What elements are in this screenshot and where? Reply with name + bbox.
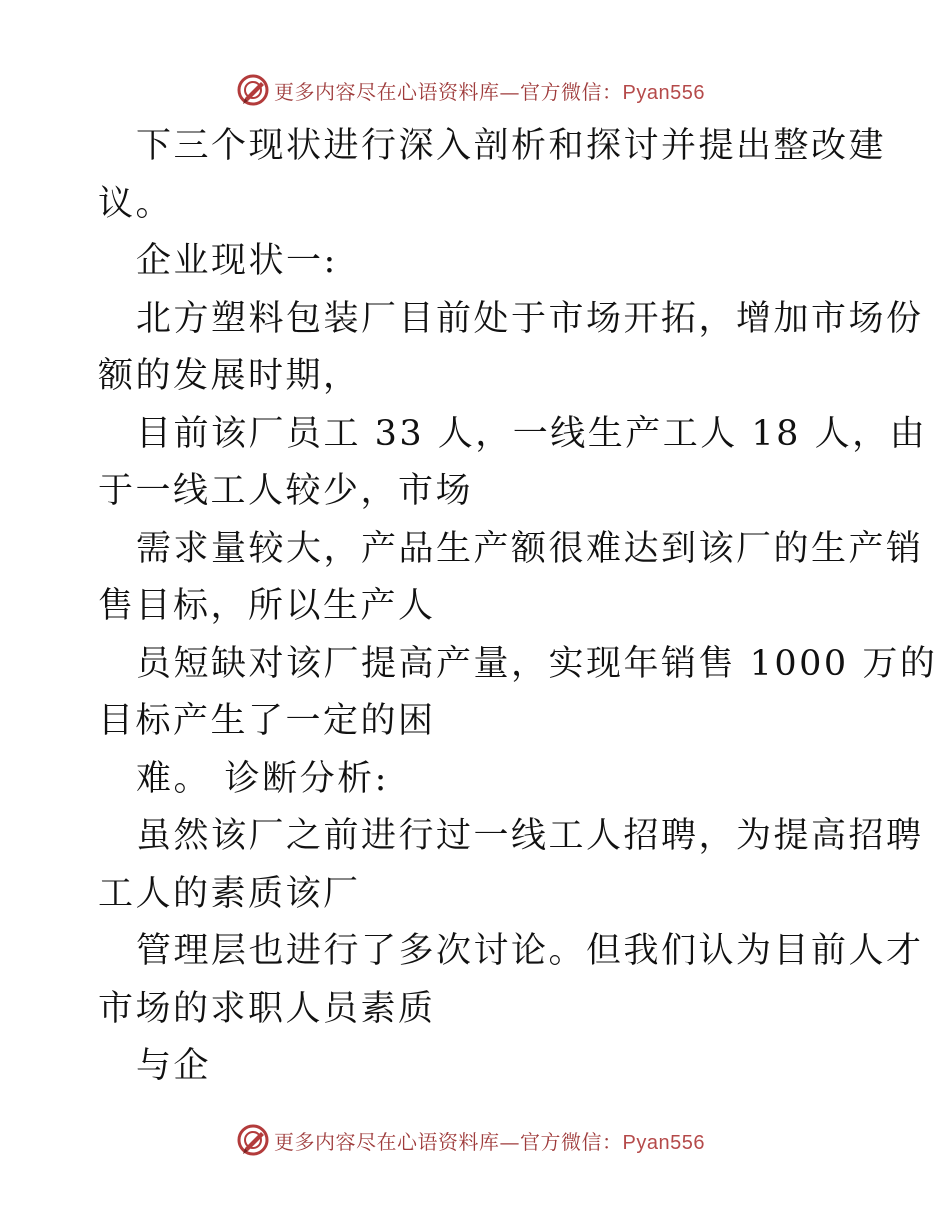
body-line: 工人的素质该厂 <box>98 873 361 914</box>
pen-logo-icon <box>236 1123 270 1157</box>
body-line: 难。 诊断分析: <box>136 758 389 799</box>
body-line: 市场的求职人员素质 <box>98 988 436 1029</box>
body-line: 与企 <box>136 1046 212 1086</box>
pen-logo-icon <box>236 73 270 107</box>
body-line: 北方塑料包装厂目前处于市场开拓，增加市场份 <box>136 298 924 339</box>
body-line: 管理层也进行了多次讨论。但我们认为目前人才 <box>136 931 924 971</box>
wechat-id: Pyan556 <box>622 81 705 104</box>
wechat-id: Pyan556 <box>622 1131 705 1154</box>
body-line: 额的发展时期， <box>98 356 361 396</box>
footer-watermark-banner <box>236 1122 716 1158</box>
watermark-text: 更多内容尽在心语资料库—官方微信：Pyan556 <box>274 1129 705 1154</box>
header-watermark-banner <box>236 72 716 108</box>
document-body <box>98 118 938 1096</box>
body-line: 售目标，所以生产人 <box>98 586 436 626</box>
body-line: 目前该厂员工 33 人，一线生产工人 18 人，由 <box>136 413 928 454</box>
body-line: 于一线工人较少，市场 <box>98 471 474 511</box>
body-line: 虽然该厂之前进行过一线工人招聘，为提高招聘 <box>136 816 924 856</box>
body-line: 下三个现状进行深入剖析和探讨并提出整改建 <box>136 126 887 166</box>
body-line: 议。 <box>98 183 174 224</box>
section-heading: 企业现状一: <box>136 241 338 281</box>
watermark-text: 更多内容尽在心语资料库—官方微信：Pyan556 <box>274 79 705 104</box>
body-line: 员短缺对该厂提高产量，实现年销售 1000 万的 <box>136 643 938 684</box>
body-line: 目标产生了一定的困 <box>98 701 436 741</box>
body-line: 需求量较大，产品生产额很难达到该厂的生产销 <box>136 528 924 569</box>
